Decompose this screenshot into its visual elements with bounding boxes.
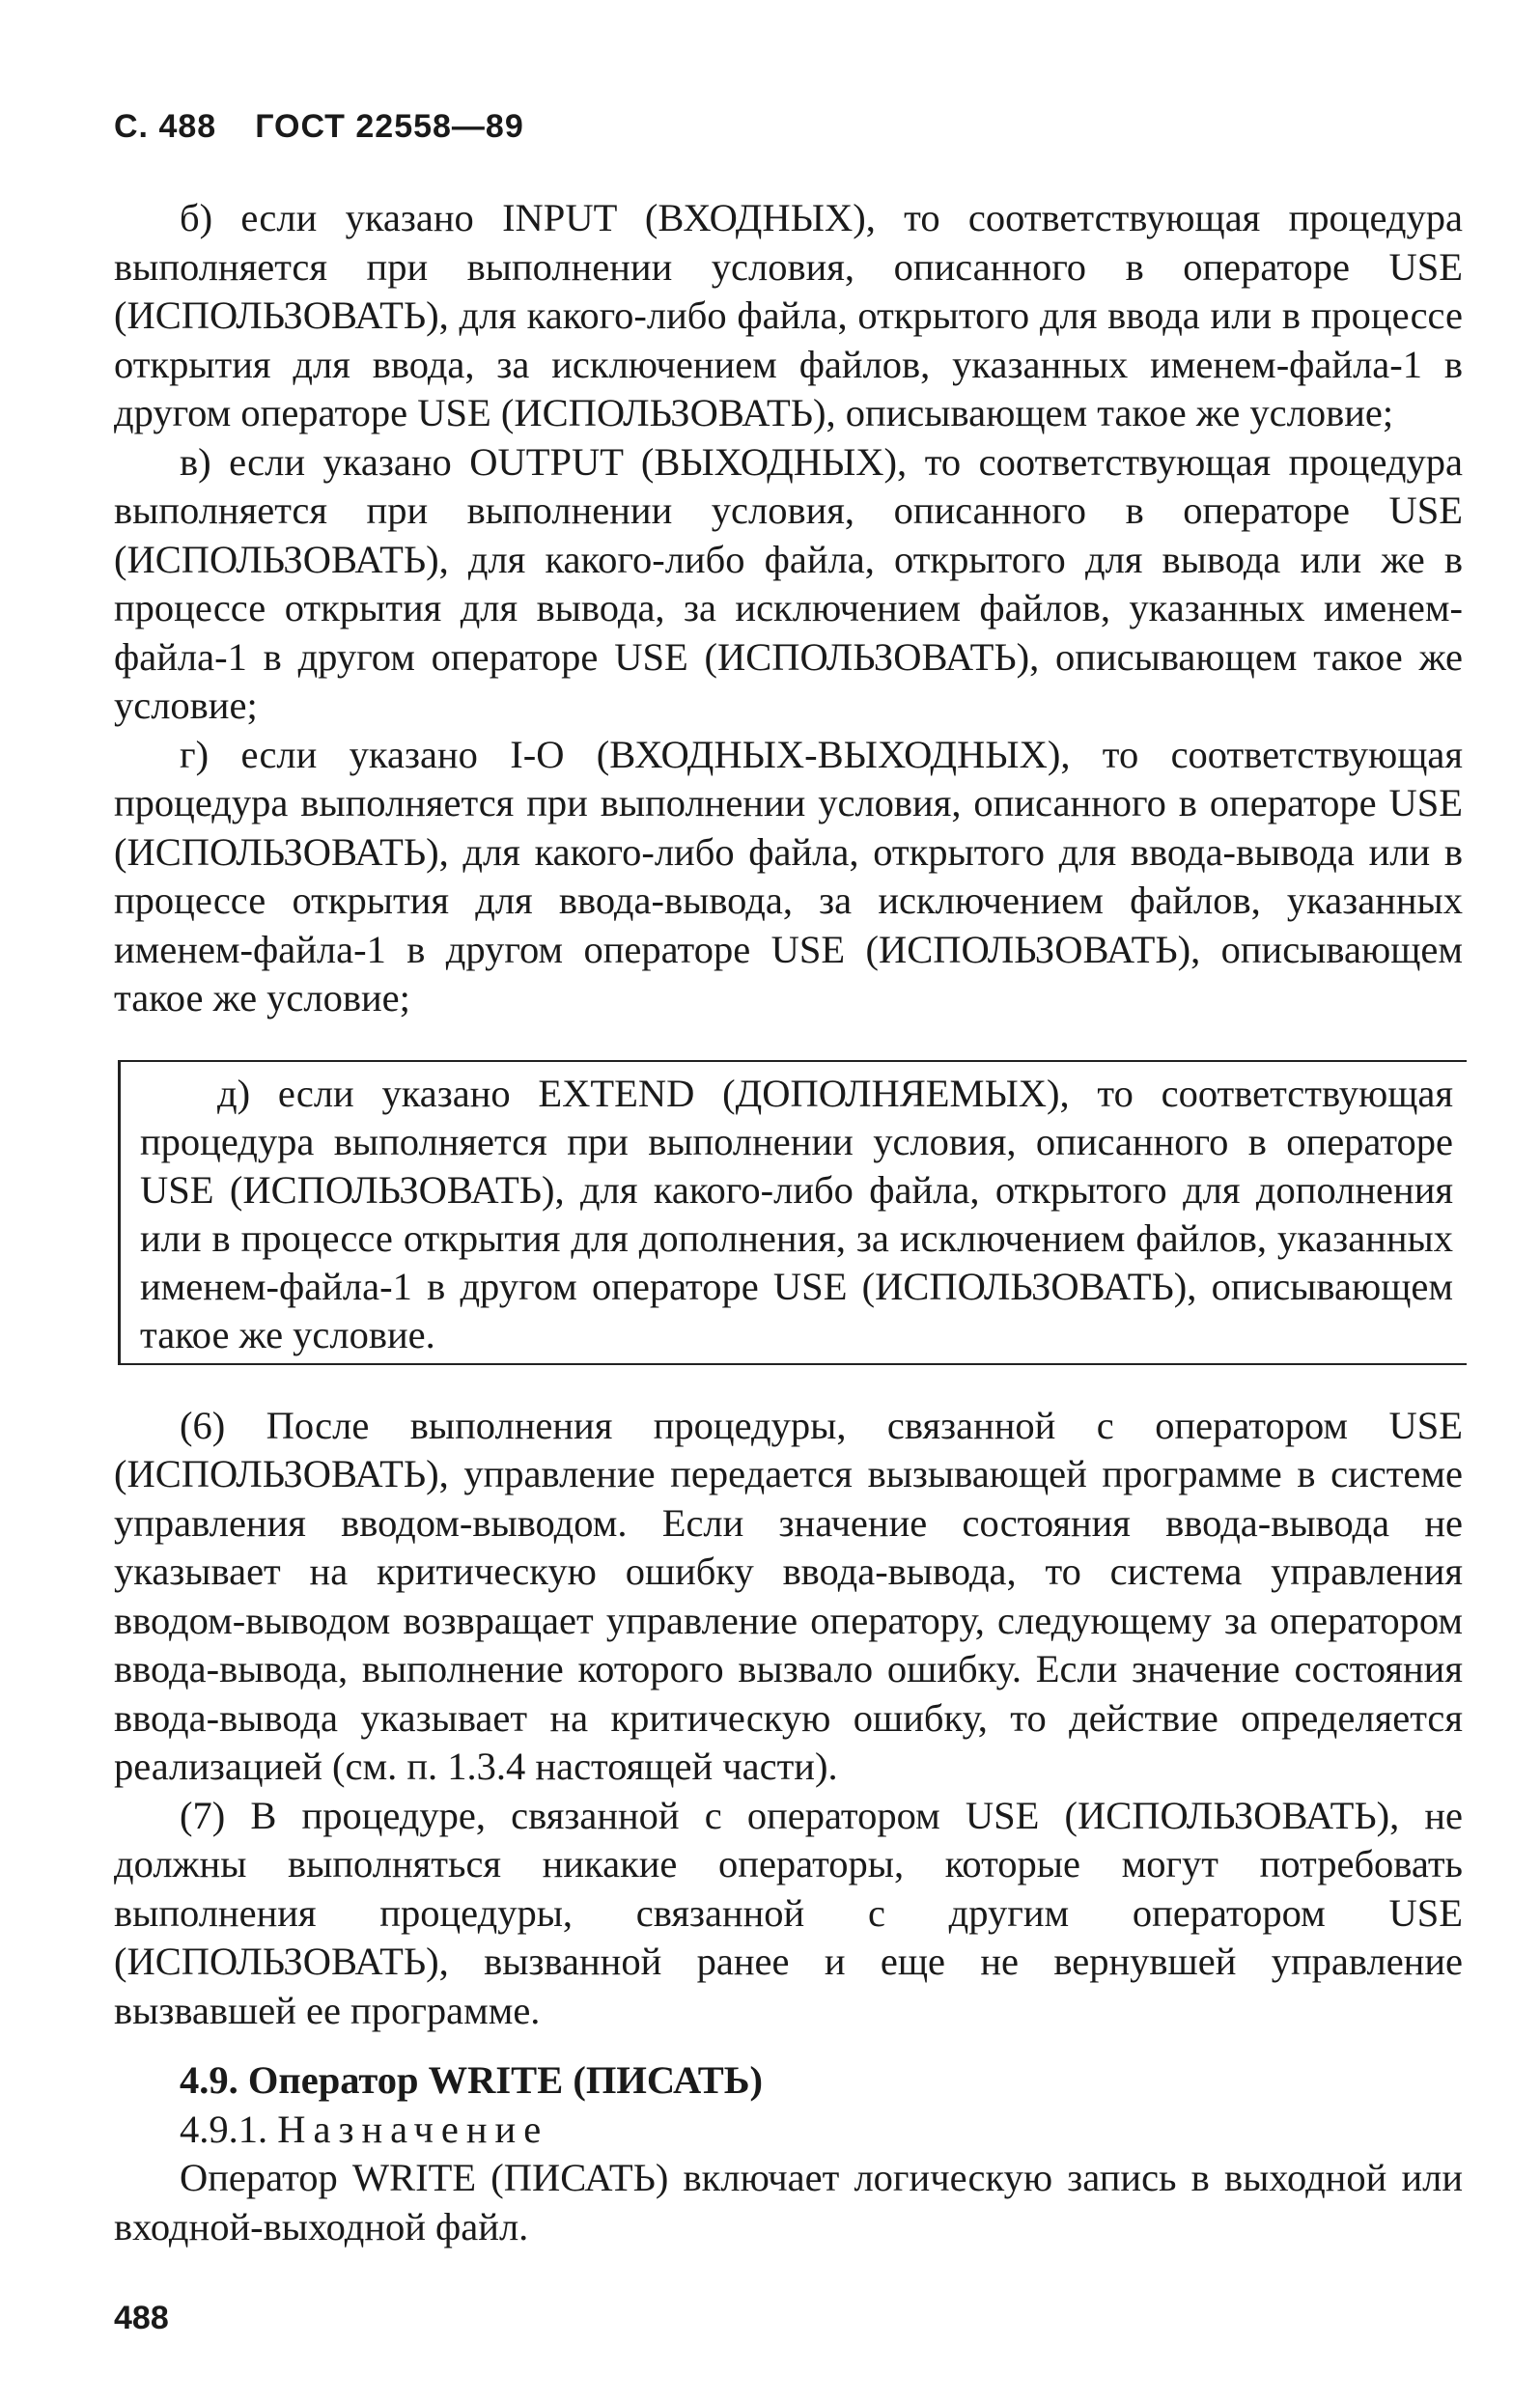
paragraph-g: г) если указано I-O (ВХОДНЫХ-ВЫХОДНЫХ), то соответствующая процедура выполняется при выполнении условия, описанного в операторе USE (ИСПОЛЬЗОВАТЬ), для какого-либо файла, открытого для ввода-вывода или в процессе открытия для ввода-вывода, за исключением файлов, указанных именем-файла-1 в другом операторе USE (ИСПОЛЬЗОВАТЬ), описывающем такое же условие; [114,732,1463,1019]
subsection-title: Назначение [277,2107,549,2151]
subsection-number: 4.9.1. [180,2107,268,2151]
page-number: 488 [114,2300,169,2336]
paragraph-7: (7) В процедуре, связанной с оператором USE (ИСПОЛЬЗОВАТЬ), не должны выполняться никакие операторы, которые могут потребовать выполнения процедуры, связанной с другим оператором USE (ИСПОЛЬЗОВАТЬ), вызванной ранее и еще не вернувшей управление вызвавшей ее программе. [114,1793,1463,2032]
standard-number: ГОСТ 22558—89 [255,108,524,145]
paragraph-v: в) если указано OUTPUT (ВЫХОДНЫХ), то соответствующая процедура выполняется при выполнении условия, описанного в операторе USE (ИСПОЛЬЗОВАТЬ), для какого-либо файла, открытого для вывода или же в процессе открытия для вывода, за исключением файлов, указанных именем-файла-1 в другом операторе USE (ИСПОЛЬЗОВАТЬ), описывающем такое же условие; [114,439,1463,727]
page-reference: С. 488 [114,108,217,145]
section-heading: 4.9. Оператор WRITE (ПИСАТЬ) [180,2058,764,2102]
paragraph-d: д) если указано EXTEND (ДОПОЛНЯЕМЫХ), то соответствующая процедура выполняется при выполнении условия, описанного в операторе USE (ИСПОЛЬЗОВАТЬ), для какого-либо файла, открытого для дополнения или в процессе открытия для дополнения, за исключением файлов, указанных именем-файла-1 в другом операторе USE (ИСПОЛЬЗОВАТЬ), описывающем такое же условие. [140,1071,1453,1356]
running-head [114,108,1463,146]
boxed-paragraph [118,1060,1467,1365]
subsection-heading [180,2106,1463,2155]
paragraph-6: (6) После выполнения процедуры, связанной с оператором USE (ИСПОЛЬЗОВАТЬ), управление передается вызывающей программе в системе управления вводом-выводом. Если значение состояния ввода-вывода не указывает на критическую ошибку ввода-вывода, то система управления вводом-выводом возвращает управление оператору, следующему за оператором ввода-вывода, выполнение которого вызвало ошибку. Если значение состояния ввода-вывода указывает на критическую ошибку, то действие определяется реализацией (см. п. 1.3.4 настоящей части). [114,1403,1463,1788]
paragraph-b: б) если указано INPUT (ВХОДНЫХ), то соответствующая процедура выполняется при выполнении условия, описанного в операторе USE (ИСПОЛЬЗОВАТЬ), для какого-либо файла, открытого для ввода или в процессе открытия для ввода, за исключением файлов, указанных именем-файла-1 в другом операторе USE (ИСПОЛЬЗОВАТЬ), описывающем такое же условие; [114,196,1463,434]
section-body: Оператор WRITE (ПИСАТЬ) включает логическую запись в выходной или входной-выходной файл. [114,2156,1463,2248]
